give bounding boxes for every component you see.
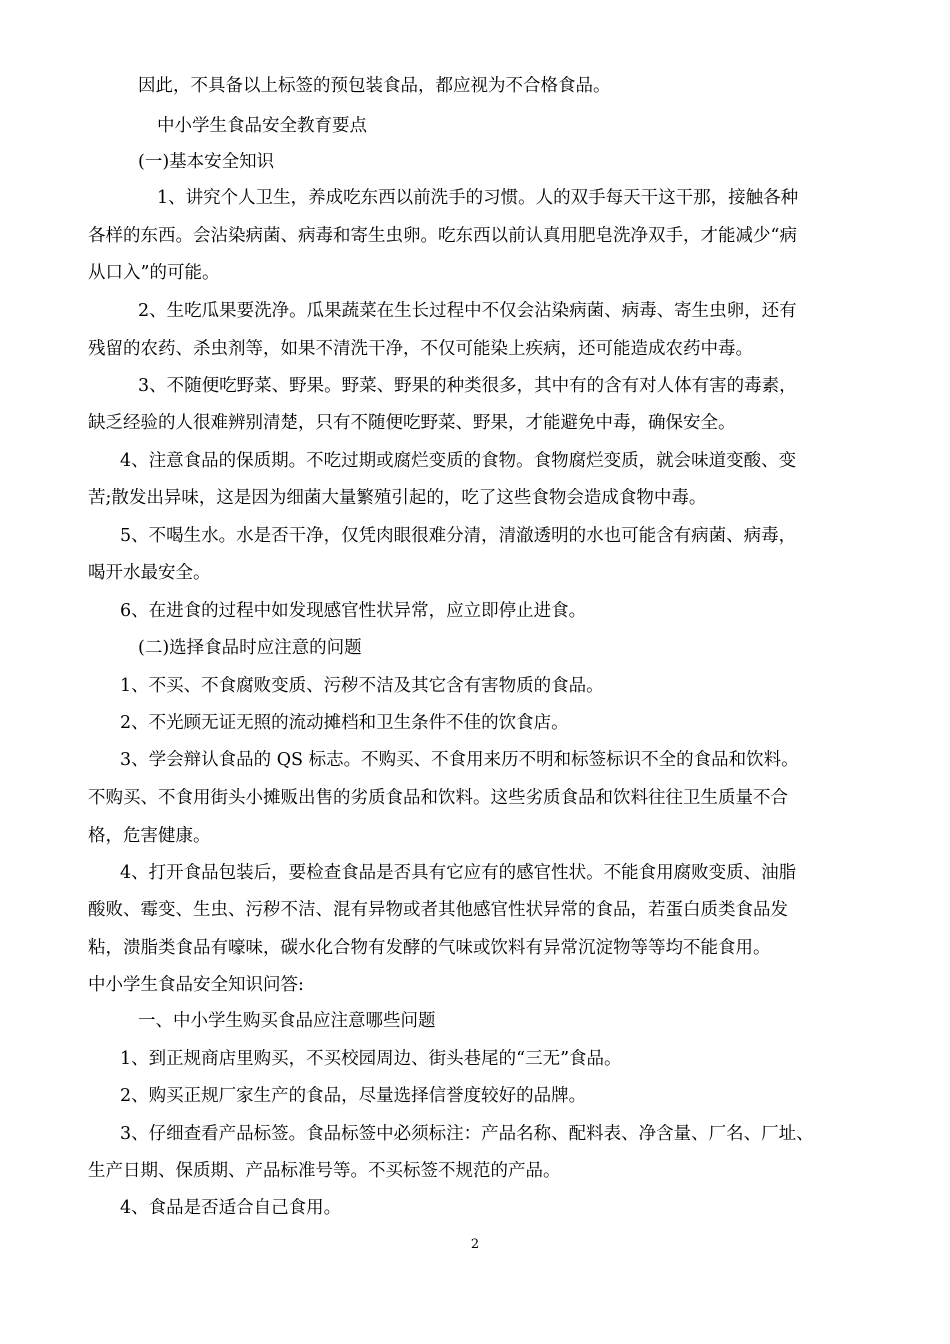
paragraph-line: 粘，溃脂类食品有嚎味，碳水化合物有发酵的气味或饮料有异常沉淀物等等均不能食用。	[88, 938, 771, 958]
paragraph-line: 6、在进食的过程中如发现感官性状异常，应立即停止进食。	[120, 601, 587, 621]
paragraph-line: 3、学会辩认食品的 QS 标志。不购买、不食用来历不明和标签标识不全的食品和饮料。	[120, 750, 799, 770]
paragraph-line: 从口入”的可能。	[88, 263, 220, 283]
paragraph-line: 3、仔细查看产品标签。食品标签中必须标注：产品名称、配料表、净含量、厂名、厂址、	[120, 1124, 814, 1144]
subsection-heading: 一、中小学生购买食品应注意哪些问题	[138, 1011, 436, 1031]
paragraph-line: 3、不随便吃野菜、野果。野菜、野果的种类很多，其中有的含有对人体有害的毒素，	[138, 376, 797, 396]
paragraph-line: 苦;散发出异味，这是因为细菌大量繁殖引起的，吃了这些食物会造成食物中毒。	[88, 488, 707, 508]
paragraph-line: 格，危害健康。	[88, 826, 211, 846]
section-heading: 中小学生食品安全教育要点	[157, 116, 367, 136]
paragraph-line: 2、生吃瓜果要洗净。瓜果蔬菜在生长过程中不仅会沾染病菌、病毒、寄生虫卵，还有	[138, 301, 797, 321]
page-number: 2	[470, 1237, 480, 1252]
paragraph-line: 4、打开食品包装后，要检查食品是否具有它应有的感官性状。不能食用腐败变质、油脂	[120, 863, 797, 883]
paragraph-line: 生产日期、保质期、产品标准号等。不买标签不规范的产品。	[88, 1161, 561, 1181]
paragraph-line: 1、到正规商店里购买，不买校园周边、街头巷尾的“三无”食品。	[120, 1049, 622, 1069]
subsection-heading: (二)选择食品时应注意的问题	[138, 638, 362, 658]
section-heading: 中小学生食品安全知识问答:	[88, 975, 304, 995]
paragraph-line: 因此，不具备以上标签的预包装食品，都应视为不合格食品。	[138, 76, 611, 96]
paragraph-line: 喝开水最安全。	[88, 563, 211, 583]
paragraph-line: 2、购买正规厂家生产的食品，尽量选择信誉度较好的品牌。	[120, 1086, 587, 1106]
paragraph-line: 4、注意食品的保质期。不吃过期或腐烂变质的食物。食物腐烂变质，就会味道变酸、变	[120, 451, 797, 471]
subsection-heading: (一)基本安全知识	[138, 152, 275, 172]
paragraph-line: 不购买、不食用街头小摊贩出售的劣质食品和饮料。这些劣质食品和饮料往往卫生质量不合	[88, 788, 788, 808]
paragraph-line: 1、不买、不食腐败变质、污秽不洁及其它含有害物质的食品。	[120, 676, 604, 696]
paragraph-line: 残留的农药、杀虫剂等，如果不清洗干净，不仅可能染上疾病，还可能造成农药中毒。	[88, 339, 753, 359]
paragraph-line: 4、食品是否适合自己食用。	[120, 1198, 342, 1218]
paragraph-line: 酸败、霉变、生虫、污秽不洁、混有异物或者其他感官性状异常的食品，若蛋白质类食品发	[88, 900, 788, 920]
paragraph-line: 5、不喝生水。水是否干净，仅凭肉眼很难分清，清澈透明的水也可能含有病菌、病毒，	[120, 526, 797, 546]
paragraph-line: 1、讲究个人卫生，养成吃东西以前洗手的习惯。人的双手每天干这干那，接触各种	[157, 188, 799, 208]
paragraph-line: 各样的东西。会沾染病菌、病毒和寄生虫卵。吃东西以前认真用肥皂洗净双手，才能减少“病	[88, 226, 797, 246]
paragraph-line: 缺乏经验的人很难辨别清楚，只有不随便吃野菜、野果，才能避免中毒，确保安全。	[88, 413, 736, 433]
paragraph-line: 2、不光顾无证无照的流动摊档和卫生条件不佳的饮食店。	[120, 713, 569, 733]
